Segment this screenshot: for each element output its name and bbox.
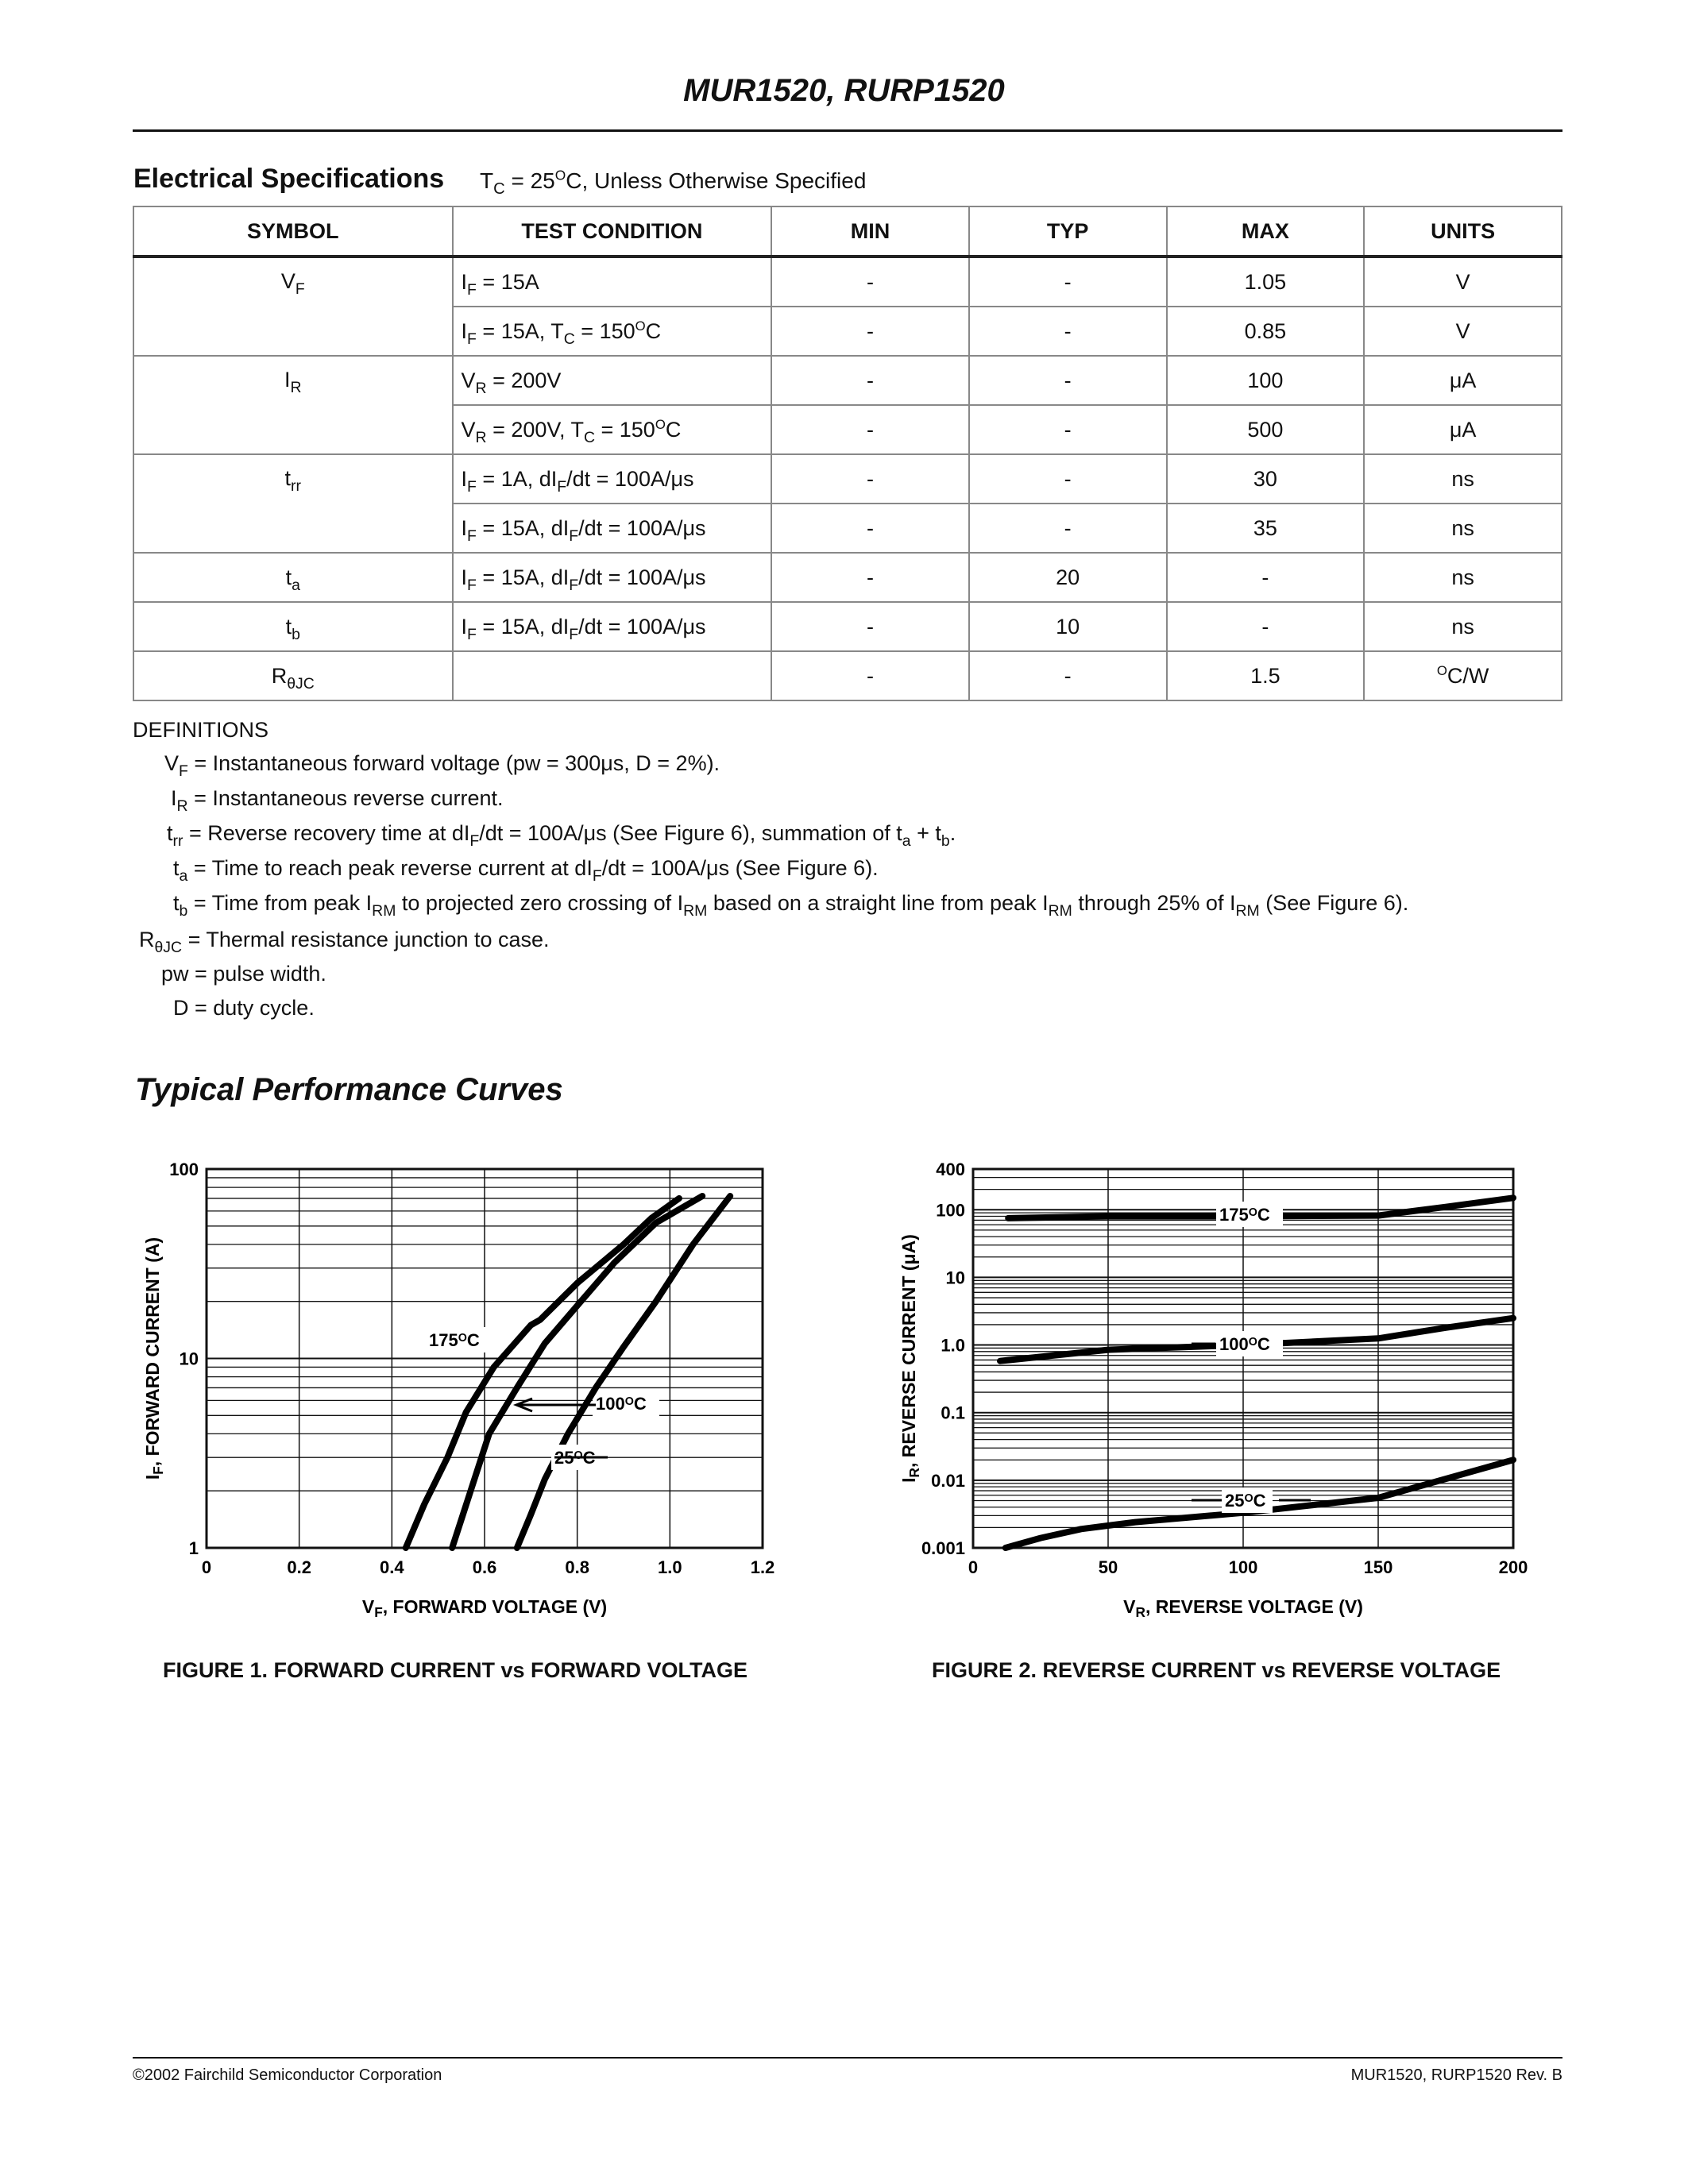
- max-cell: 30: [1167, 454, 1365, 504]
- label-part: R: [906, 1468, 923, 1478]
- symbol-part: rr: [291, 477, 301, 495]
- label-part: O: [574, 1449, 583, 1463]
- series-label: [429, 1330, 480, 1350]
- symbol-part: b: [292, 625, 300, 643]
- spec-condition: [480, 167, 867, 199]
- definition-part: = Thermal resistance junction to case.: [182, 928, 550, 951]
- label-part: O: [624, 1395, 634, 1409]
- definition-part: t: [173, 891, 180, 915]
- units-cell: μA: [1364, 356, 1562, 405]
- label-part: C: [1253, 1491, 1266, 1511]
- series-line: [406, 1198, 679, 1548]
- label-part: O: [458, 1332, 467, 1345]
- series-label: [596, 1394, 647, 1414]
- condition-part: = 15A: [476, 269, 539, 294]
- table-row: [133, 454, 1562, 504]
- table-row: [133, 553, 1562, 602]
- typ-cell: -: [969, 307, 1167, 356]
- symbol-part: t: [285, 614, 292, 639]
- definition-part: + t: [910, 821, 941, 845]
- condition-part: I: [461, 565, 468, 589]
- units-cell: V: [1364, 307, 1562, 356]
- x-tick-label: 1.0: [658, 1557, 682, 1577]
- definition-part: b: [941, 832, 950, 850]
- units-cell: ns: [1364, 602, 1562, 651]
- condition-part: F: [569, 527, 579, 545]
- series-label: [1219, 1205, 1270, 1225]
- typ-cell: -: [969, 504, 1167, 553]
- condition-part: I: [461, 269, 468, 294]
- definition-item: [173, 856, 879, 885]
- test-condition-cell: [453, 454, 772, 504]
- y-tick-label: 0.001: [921, 1538, 965, 1558]
- definition-part: a: [902, 832, 911, 850]
- x-tick-label: 50: [1098, 1557, 1118, 1577]
- y-axis-label: [142, 1237, 166, 1480]
- min-cell: -: [771, 651, 969, 700]
- typ-cell: -: [969, 257, 1167, 307]
- x-tick-label: 0.2: [287, 1557, 311, 1577]
- definition-part: θJC: [154, 938, 183, 956]
- spec-title: Electrical Specifications: [133, 164, 445, 194]
- definition-part: = Instantaneous forward voltage (pw = 300μs, D = 2%).: [187, 751, 720, 775]
- y-tick-label: 10: [945, 1268, 965, 1288]
- label-part: 175: [1219, 1205, 1249, 1225]
- y-axis-label: [898, 1234, 922, 1483]
- condition-part: F: [569, 625, 579, 643]
- condition-part: = 200V: [486, 368, 562, 392]
- symbol-part: V: [280, 269, 295, 293]
- definition-part: to projected zero crossing of I: [396, 891, 684, 915]
- definition-item: [139, 928, 550, 956]
- label-part: I: [142, 1474, 163, 1480]
- condition-part: = 150: [574, 318, 635, 343]
- x-tick-label: 0.8: [565, 1557, 589, 1577]
- min-cell: -: [771, 307, 969, 356]
- column-header: MIN: [771, 206, 969, 257]
- test-condition-cell: [453, 602, 772, 651]
- symbol-cell: [133, 454, 453, 553]
- x-tick-label: 0: [201, 1557, 212, 1577]
- definition-item: [161, 962, 326, 986]
- x-tick-label: 100: [1228, 1557, 1258, 1577]
- condition-part: /dt = 100A/μs: [578, 515, 706, 540]
- definition-part: F: [592, 866, 602, 885]
- condition-part: I: [461, 614, 468, 639]
- table-row: [133, 651, 1562, 700]
- definition-part: through 25% of I: [1072, 891, 1236, 915]
- column-header: TYP: [969, 206, 1167, 257]
- symbol-cell: [133, 553, 453, 602]
- condition-part: = 1A, dI: [476, 466, 558, 491]
- definition-part: D = duty cycle.: [173, 996, 315, 1020]
- condition-part: F: [467, 330, 477, 348]
- figure-2-caption: FIGURE 2. REVERSE CURRENT vs REVERSE VOLTAGE: [932, 1658, 1501, 1682]
- test-condition-cell: [453, 553, 772, 602]
- definition-part: t: [173, 856, 180, 880]
- definition-part: RM: [1048, 901, 1072, 920]
- condition-part: = 15A, T: [476, 318, 564, 343]
- y-tick-label: 0.01: [931, 1470, 965, 1491]
- condition-part: O: [635, 318, 646, 334]
- y-tick-label: 1.0: [941, 1335, 965, 1356]
- y-tick-label: 10: [179, 1349, 199, 1369]
- label-part: F: [150, 1466, 167, 1475]
- max-cell: 35: [1167, 504, 1365, 553]
- spec-condition-sup: O: [554, 167, 566, 183]
- definition-part: F: [179, 762, 188, 780]
- typ-cell: -: [969, 405, 1167, 454]
- spec-table: [133, 206, 1562, 701]
- label-part: 25: [554, 1448, 574, 1468]
- min-cell: -: [771, 553, 969, 602]
- symbol-part: t: [284, 466, 292, 490]
- definition-part: t: [167, 821, 173, 845]
- definition-part: R: [176, 797, 188, 815]
- y-tick-label: 1: [188, 1538, 199, 1558]
- condition-part: F: [467, 576, 477, 594]
- label-part: , FORWARD CURRENT (A): [142, 1237, 163, 1467]
- condition-part: F: [557, 477, 567, 496]
- min-cell: -: [771, 504, 969, 553]
- definition-part: based on a straight line from peak I: [707, 891, 1049, 915]
- symbol-part: R: [271, 663, 288, 688]
- condition-part: O: [655, 416, 666, 432]
- symbol-cell: [133, 602, 453, 651]
- max-cell: 1.5: [1167, 651, 1365, 700]
- definition-part: RM: [1235, 901, 1260, 920]
- definition-part: /dt = 100A/μs (See Figure 6), summation of t: [479, 821, 902, 845]
- label-part: V: [361, 1596, 375, 1617]
- label-part: 100: [1219, 1334, 1249, 1354]
- footer-rule: [133, 2057, 1562, 2059]
- test-condition-cell: [453, 504, 772, 553]
- condition-part: = 150: [595, 417, 655, 442]
- label-part: O: [1248, 1206, 1257, 1220]
- max-cell: 100: [1167, 356, 1365, 405]
- condition-part: R: [475, 379, 487, 397]
- condition-part: V: [461, 368, 476, 392]
- max-cell: -: [1167, 602, 1365, 651]
- test-condition-cell: [453, 356, 772, 405]
- definition-item: [173, 891, 1409, 920]
- label-part: R: [1135, 1604, 1145, 1621]
- definition-part: = Time to reach peak reverse current at dI: [187, 856, 593, 880]
- condition-part: /dt = 100A/μs: [566, 466, 694, 491]
- page-title: MUR1520, RURP1520: [683, 73, 1005, 108]
- spec-condition-t-sub: C: [493, 180, 505, 199]
- symbol-part: I: [284, 368, 291, 392]
- header-rule: [133, 129, 1562, 132]
- typ-cell: -: [969, 454, 1167, 504]
- units-cell: V: [1364, 257, 1562, 307]
- definition-part: RM: [683, 901, 708, 920]
- x-axis-label: [362, 1596, 607, 1620]
- test-condition-cell: [453, 307, 772, 356]
- condition-part: F: [467, 527, 477, 545]
- figure-1-chart: [135, 1156, 786, 1636]
- min-cell: -: [771, 257, 969, 307]
- column-header: MAX: [1167, 206, 1365, 257]
- series-label: [1219, 1334, 1270, 1354]
- x-tick-label: 0.6: [472, 1557, 497, 1577]
- definition-part: = Instantaneous reverse current.: [187, 786, 504, 810]
- label-part: F: [374, 1604, 383, 1621]
- units-part: C/W: [1447, 663, 1489, 688]
- definition-item: [171, 786, 504, 815]
- x-tick-label: 0.4: [380, 1557, 404, 1577]
- label-part: C: [1257, 1334, 1270, 1354]
- units-part: O: [1436, 662, 1447, 678]
- condition-part: R: [475, 428, 487, 446]
- units-cell: [1364, 651, 1562, 700]
- definition-item: [173, 996, 315, 1021]
- test-condition-cell: [453, 405, 772, 454]
- condition-part: C: [583, 428, 595, 446]
- condition-part: = 200V, T: [486, 417, 584, 442]
- definition-part: = Time from peak I: [187, 891, 373, 915]
- section-title: Typical Performance Curves: [135, 1072, 563, 1107]
- definition-item: [164, 751, 720, 780]
- units-cell: μA: [1364, 405, 1562, 454]
- units-cell: ns: [1364, 504, 1562, 553]
- condition-part: = 15A, dI: [476, 614, 570, 639]
- x-axis-label: [1123, 1596, 1363, 1620]
- definition-part: rr: [172, 832, 183, 850]
- label-part: 25: [1225, 1491, 1245, 1511]
- spec-condition-rest2: C, Unless Otherwise Specified: [566, 168, 867, 193]
- x-tick-label: 200: [1498, 1557, 1528, 1577]
- condition-part: I: [461, 466, 468, 491]
- test-condition-cell: [453, 257, 772, 307]
- condition-part: /dt = 100A/μs: [578, 565, 706, 589]
- y-tick-label: 400: [936, 1160, 965, 1179]
- typ-cell: 10: [969, 602, 1167, 651]
- symbol-cell: [133, 257, 453, 356]
- x-tick-label: 150: [1363, 1557, 1393, 1577]
- definition-part: R: [139, 928, 155, 951]
- table-row: [133, 257, 1562, 307]
- min-cell: -: [771, 602, 969, 651]
- definition-part: (See Figure 6).: [1259, 891, 1409, 915]
- y-tick-label: 100: [936, 1200, 965, 1221]
- spec-condition-rest1: = 25: [504, 168, 555, 193]
- spec-condition-t: T: [480, 168, 494, 193]
- max-cell: 500: [1167, 405, 1365, 454]
- label-part: O: [1248, 1336, 1257, 1349]
- x-tick-label: 0: [968, 1557, 979, 1577]
- spec-header-row: [133, 206, 1562, 257]
- symbol-part: F: [295, 280, 305, 298]
- condition-part: C: [665, 417, 682, 442]
- units-cell: ns: [1364, 553, 1562, 602]
- label-part: , FORWARD VOLTAGE (V): [382, 1596, 608, 1617]
- definition-part: F: [469, 832, 480, 850]
- definition-part: .: [949, 821, 956, 845]
- min-cell: -: [771, 405, 969, 454]
- typ-cell: -: [969, 651, 1167, 700]
- label-part: I: [898, 1477, 919, 1483]
- definitions-heading: DEFINITIONS: [133, 718, 269, 742]
- condition-part: F: [467, 625, 477, 643]
- figure-1-caption: FIGURE 1. FORWARD CURRENT vs FORWARD VOLTAGE: [163, 1658, 748, 1682]
- definition-item: [167, 821, 956, 850]
- condition-part: V: [461, 417, 476, 442]
- definition-part: RM: [372, 901, 396, 920]
- condition-part: /dt = 100A/μs: [578, 614, 706, 639]
- series-line: [517, 1196, 730, 1548]
- symbol-cell: [133, 651, 453, 700]
- definition-part: V: [164, 751, 180, 775]
- label-part: V: [1123, 1596, 1136, 1617]
- typ-cell: 20: [969, 553, 1167, 602]
- symbol-part: a: [292, 576, 300, 594]
- label-part: O: [1244, 1492, 1253, 1506]
- condition-part: = 15A, dI: [476, 515, 570, 540]
- symbol-part: R: [290, 378, 302, 396]
- label-part: C: [582, 1448, 596, 1468]
- table-row: [133, 356, 1562, 405]
- definition-part: a: [179, 866, 188, 885]
- condition-part: C: [645, 318, 662, 343]
- condition-part: = 15A, dI: [476, 565, 570, 589]
- definition-part: pw = pulse width.: [161, 962, 326, 986]
- y-tick-label: 0.1: [941, 1403, 965, 1423]
- condition-part: I: [461, 318, 468, 343]
- condition-part: I: [461, 515, 468, 540]
- min-cell: -: [771, 356, 969, 405]
- figure-2-chart: [898, 1156, 1557, 1636]
- symbol-cell: [133, 356, 453, 454]
- symbol-part: t: [285, 565, 292, 589]
- label-part: 100: [596, 1394, 625, 1414]
- condition-part: F: [467, 280, 477, 299]
- max-cell: -: [1167, 553, 1365, 602]
- y-tick-label: 100: [169, 1160, 199, 1179]
- x-tick-label: 1.2: [750, 1557, 775, 1577]
- max-cell: 1.05: [1167, 257, 1365, 307]
- label-part: C: [466, 1330, 480, 1350]
- column-header: TEST CONDITION: [453, 206, 772, 257]
- label-part: , REVERSE VOLTAGE (V): [1145, 1596, 1363, 1617]
- symbol-part: θJC: [287, 674, 315, 693]
- footer-copyright: ©2002 Fairchild Semiconductor Corporation: [133, 2066, 442, 2084]
- test-condition-cell: [453, 651, 772, 700]
- units-cell: ns: [1364, 454, 1562, 504]
- column-header: SYMBOL: [133, 206, 453, 257]
- label-part: , REVERSE CURRENT (μA): [898, 1234, 919, 1468]
- max-cell: 0.85: [1167, 307, 1365, 356]
- footer-revision: MUR1520, RURP1520 Rev. B: [1350, 2066, 1562, 2084]
- definition-part: /dt = 100A/μs (See Figure 6).: [601, 856, 879, 880]
- label-part: C: [1257, 1205, 1270, 1225]
- label-part: 175: [429, 1330, 458, 1350]
- condition-part: F: [467, 477, 477, 496]
- typ-cell: -: [969, 356, 1167, 405]
- definition-part: b: [179, 901, 188, 920]
- condition-part: F: [569, 576, 579, 594]
- min-cell: -: [771, 454, 969, 504]
- spec-body: [133, 257, 1562, 700]
- table-row: [133, 602, 1562, 651]
- definition-part: = Reverse recovery time at dI: [183, 821, 470, 845]
- label-part: C: [633, 1394, 647, 1414]
- definition-part: I: [171, 786, 177, 810]
- condition-part: C: [563, 330, 575, 348]
- column-header: UNITS: [1364, 206, 1562, 257]
